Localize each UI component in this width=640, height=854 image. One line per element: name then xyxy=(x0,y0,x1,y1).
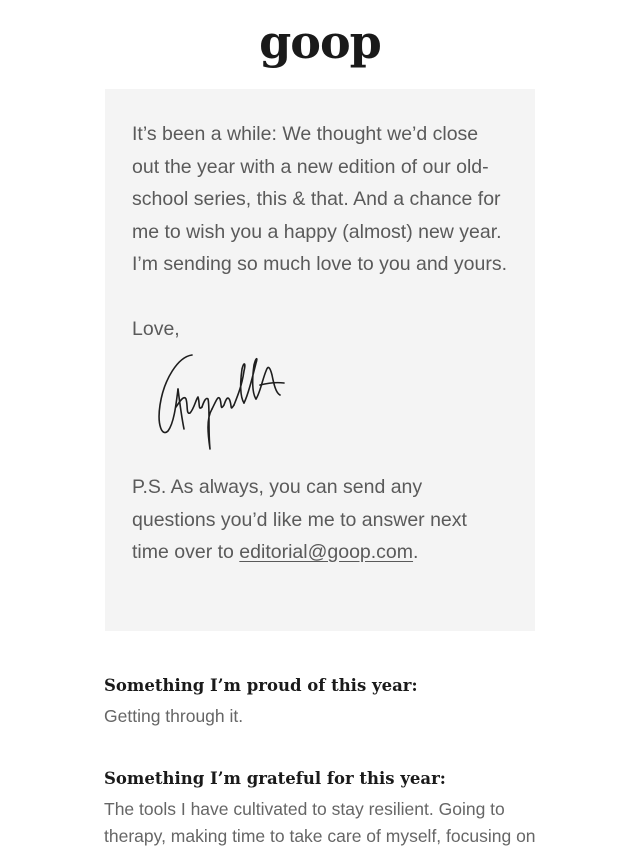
letter-body: It’s been a while: We thought we’d close out the year with a new edition of our old-school series, this & that. And a chance for me to wish you a happy (almost) new year. I’m sending so much love to you and yours. xyxy=(132,123,508,275)
goop-logo[interactable]: goop xyxy=(259,15,381,69)
section-answer-proud: Getting through it. xyxy=(104,706,244,726)
section-heading-proud: Something I’m proud of this year: xyxy=(104,676,418,695)
ps-period: . xyxy=(413,541,419,563)
section-answer-grateful: The tools I have cultivated to stay resilient. Going to therapy, making time to take care of myself, focusing on xyxy=(104,799,536,846)
proud-section xyxy=(104,674,544,730)
section-heading-grateful: Something I’m grateful for this year: xyxy=(104,769,446,788)
letter-postscript xyxy=(132,471,509,569)
signature-icon xyxy=(156,349,306,453)
ps-text: P.S. As always, you can send any questions you’d like me to answer next time over to xyxy=(132,476,467,563)
letter-card xyxy=(105,89,535,631)
grateful-section xyxy=(104,767,544,850)
editorial-email-link[interactable]: editorial@goop.com xyxy=(239,541,414,563)
letter-closing: Love, xyxy=(132,317,180,340)
